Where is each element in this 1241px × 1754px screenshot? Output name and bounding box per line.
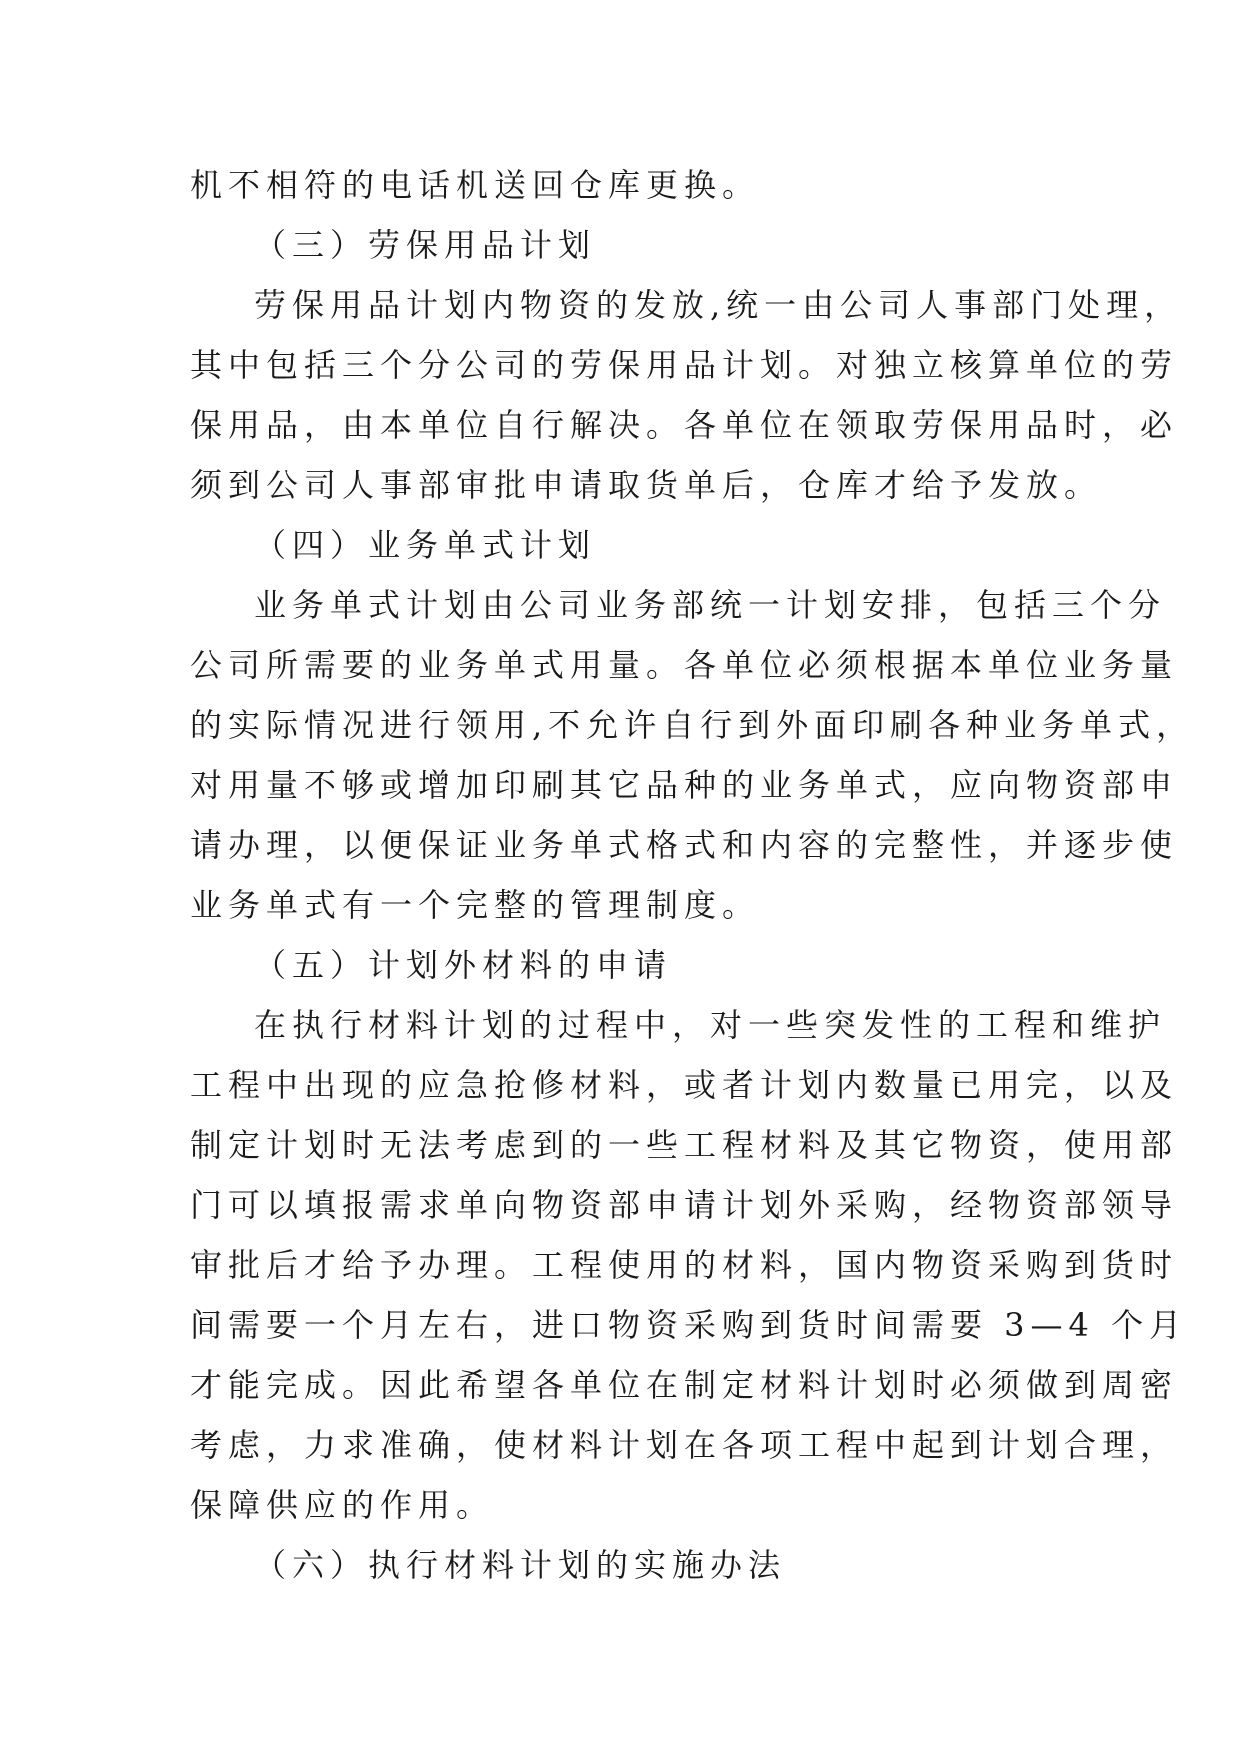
text-line: 对用量不够或增加印刷其它品种的业务单式，应向物资部申 — [190, 766, 1179, 804]
text-line: 门可以填报需求单向物资部申请计划外采购，经物资部领导 — [190, 1186, 1179, 1224]
section-heading-4: （四）业务单式计划 — [254, 526, 597, 564]
text-line: 在执行材料计划的过程中，对一些突发性的工程和维护 — [254, 1006, 1167, 1044]
text-line: 工程中出现的应急抢修材料，或者计划内数量已用完，以及 — [190, 1066, 1179, 1104]
text-line: 机不相符的电话机送回仓库更换。 — [190, 166, 761, 204]
text-line: 公司所需要的业务单式用量。各单位必须根据本单位业务量 — [190, 646, 1179, 684]
text-line: 制定计划时无法考虑到的一些工程材料及其它物资，使用部 — [190, 1126, 1179, 1164]
text-line: 须到公司人事部审批申请取货单后，仓库才给予发放。 — [190, 466, 1103, 504]
text-line: 请办理，以便保证业务单式格式和内容的完整性，并逐步使 — [190, 826, 1179, 864]
text-line: 业务单式有一个完整的管理制度。 — [190, 886, 761, 924]
text-line: 其中包括三个分公司的劳保用品计划。对独立核算单位的劳 — [190, 346, 1179, 384]
text-line: 业务单式计划由公司业务部统一计划安排，包括三个分 — [254, 586, 1167, 624]
section-heading-6: （六）执行材料计划的实施办法 — [254, 1546, 787, 1584]
section-heading-5: （五）计划外材料的申请 — [254, 946, 673, 984]
text-line: 保障供应的作用。 — [190, 1486, 495, 1524]
text-line: 间需要一个月左右，进口物资采购到货时间需要 3—4 个月 — [190, 1306, 1188, 1344]
text-line: 的实际情况进行领用,不允许自行到外面印刷各种业务单式， — [190, 706, 1195, 744]
section-heading-3: （三）劳保用品计划 — [254, 226, 597, 264]
text-line: 考虑，力求准确，使材料计划在各项工程中起到计划合理， — [190, 1426, 1179, 1464]
text-line: 才能完成。因此希望各单位在制定材料计划时必须做到周密 — [190, 1366, 1179, 1404]
text-line: 劳保用品计划内物资的发放,统一由公司人事部门处理， — [254, 286, 1183, 324]
document-body — [190, 155, 1195, 1595]
text-line: 保用品，由本单位自行解决。各单位在领取劳保用品时，必 — [190, 406, 1179, 444]
text-line: 审批后才给予办理。工程使用的材料，国内物资采购到货时 — [190, 1246, 1179, 1284]
